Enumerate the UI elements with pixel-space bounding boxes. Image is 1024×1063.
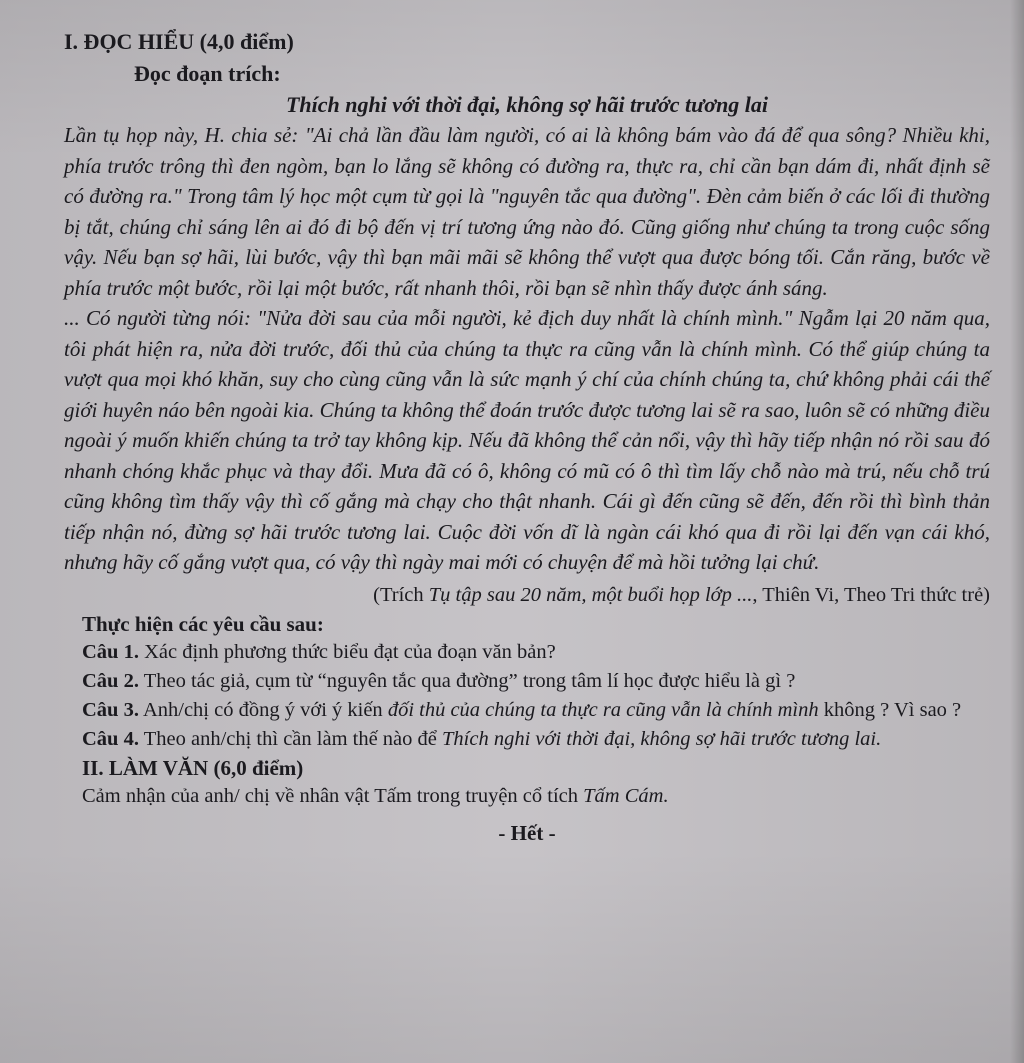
end-marker: - Hết - [498,820,556,845]
question-3-label: Câu 3. [82,698,139,721]
source-suffix: , Thiên Vi, Theo Tri thức trẻ) [752,583,990,606]
tasks-title: Thực hiện các yêu cầu sau: [82,611,324,636]
passage-source [64,580,990,610]
passage-paragraph-1: Lần tụ họp này, H. chia sẻ: "Ai chả lần đầu làm người, có ai là không bám vào đá để qua sông? Nhiều khi, phía trước trông thì đen ngòm, bạn lo lắng sẽ không có đường ra, thực ra, chỉ cần bạn dám đi, nhất định sẽ có đường ra." Trong tâm lý học một cụm từ gọi là "nguyên tắc qua đường". Đèn cảm biến ở các lối đi thường bị tắt, chúng chỉ sáng lên ai đó đi bộ đến vị trí tương ứng nào đó. Cũng giống như chúng ta trong cuộc sống vậy. Nếu bạn sợ hãi, lùi bước, vậy thì bạn mãi mãi sẽ không thể vượt qua được bóng tối. Cắn răng, bước về phía trước một bước, rồi lại một bước, rất nhanh thôi, rồi bạn sẽ nhìn thấy được ánh sáng. [64,123,990,300]
passage [64,120,990,578]
question-4 [82,725,990,754]
section2-heading: II. LÀM VĂN (6,0 điểm) [82,755,304,780]
essay-prompt [82,782,990,810]
passage-paragraph-2: ... Có người từng nói: "Nửa đời sau của mỗi người, kẻ địch duy nhất là chính mình." Ngẫm lại 20 năm qua, tôi phát hiện ra, nửa đời trước, đối thủ của chúng ta thực ra cũng vẫn là chính mình. Có thể giúp chúng ta vượt qua mọi khó khăn, suy cho cùng cũng vẫn là sức mạnh ý chí của chính chúng ta, chứ không phải cái thế giới huyên náo bên ngoài kia. Chúng ta không thể đoán trước được tương lai sẽ ra sao, luôn sẽ có những điều ngoài ý muốn khiến chúng ta trở tay không kịp. Nếu đã không thể cản nổi, vậy thì hãy tiếp nhận nó rồi sau đó nhanh chóng khắc phục và thay đổi. Mưa đã có ô, không có mũ có ô thì tìm lấy chỗ nào mà trú, nếu chỗ trú cũng không tìm thấy vậy thì cố gắng mà chạy cho thật nhanh. Cái gì đến cũng sẽ đến, đến rồi thì bình thản tiếp nhận nó, đừng sợ hãi trước tương lai. Cuộc đời vốn dĩ là ngàn cái khó qua đi rồi lại đến vạn cái khó, nhưng hãy cố gắng vượt qua, có vậy thì ngày mai mới có chuyện để mà hồi tưởng lại chứ. [64,306,990,574]
question-4-quote: Thích nghi với thời đại, không sợ hãi trước tương lai. [442,727,882,750]
question-3-text-end: không ? Vì sao ? [818,698,962,721]
question-2-text: Theo tác giả, cụm từ “nguyên tắc qua đường” trong tâm lí học được hiểu là gì ? [138,669,796,692]
essay-prompt-text: Cảm nhận của anh/ chị về nhân vật Tấm trong truyện cổ tích [82,784,584,807]
passage-title: Thích nghi với thời đại, không sợ hãi trước tương lai [285,92,769,117]
question-2-label: Câu 2. [82,669,139,692]
question-1 [82,638,990,667]
question-1-text: Xác định phương thức biểu đạt của đoạn văn bản? [138,640,556,663]
source-prefix: (Trích [373,583,429,606]
question-4-text: Theo anh/chị thì cần làm thế nào để [138,727,443,750]
section1-intro: Đọc đoạn trích: [134,61,281,86]
essay-prompt-story-title: Tấm Cám. [583,784,669,807]
question-3-text: Anh/chị có đồng ý với ý kiến [138,698,388,721]
question-4-label: Câu 4. [82,727,139,750]
question-3-quote: đối thủ của chúng ta thực ra cũng vẫn là chính mình [387,698,819,721]
question-1-label: Câu 1. [82,640,139,663]
source-book-title: Tụ tập sau 20 năm, một buổi họp lớp ... [428,583,753,606]
section1-heading: I. ĐỌC HIỂU (4,0 điểm) [64,29,294,54]
page-fold-shadow [1010,0,1024,1063]
question-3 [82,696,990,725]
question-2 [82,667,990,696]
